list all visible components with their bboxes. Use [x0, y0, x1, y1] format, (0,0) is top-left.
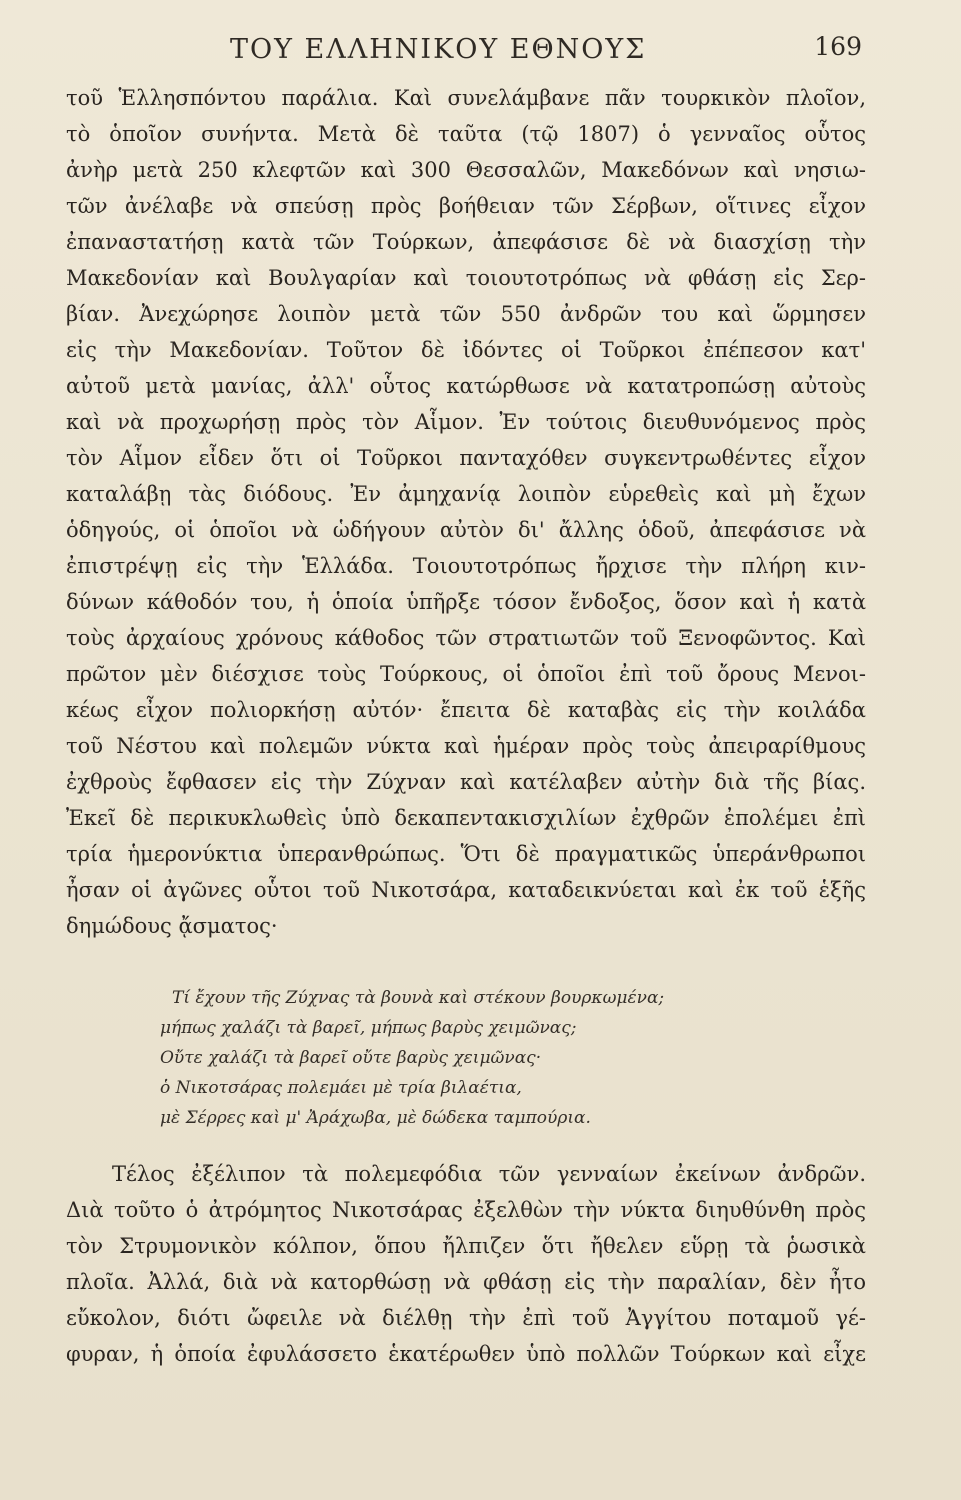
text-line: ἦσαν οἱ ἀγῶνες οὗτοι τοῦ Νικοτσάρα, καταδεικνύεται καὶ ἐκ τοῦ ἑξῆς — [66, 878, 866, 902]
text-line: τοῦ Νέστου καὶ πολεμῶν νύκτα καὶ ἡμέραν πρὸς τοὺς ἀπειραρίθμους — [66, 734, 866, 758]
text-line: πλοῖα. Ἀλλά, διὰ νὰ κατορθώσῃ νὰ φθάσῃ εἰς τὴν παραλίαν, δὲν ἦτο — [66, 1270, 866, 1294]
text-line: καὶ νὰ προχωρήσῃ πρὸς τὸν Αἷμον. Ἐν τούτοις διευθυνόμενος πρὸς — [66, 410, 866, 434]
text-line: τὸ ὁποῖον συνήντα. Μετὰ δὲ ταῦτα (τῷ 1807) ὁ γενναῖος οὗτος — [66, 122, 866, 146]
text-line: ὁδηγούς, οἱ ὁποῖοι νὰ ὡδήγουν αὐτὸν δι' ἄλλης ὁδοῦ, ἀπεφάσισε νὰ — [66, 518, 866, 542]
verse-line: Τί ἔχουν τῆς Ζύχνας τὰ βουνὰ καὶ στέκουν βουρκωμένα; — [172, 988, 665, 1008]
text-line: ἐπιστρέψῃ εἰς τὴν Ἑλλάδα. Τοιουτοτρόπως ἤρχισε τὴν πλήρη κιν- — [66, 554, 866, 578]
text-line: Διὰ τοῦτο ὁ ἀτρόμητος Νικοτσάρας ἐξελθὼν τὴν νύκτα διηυθύνθη πρὸς — [66, 1198, 866, 1222]
text-line: Μακεδονίαν καὶ Βουλγαρίαν καὶ τοιουτοτρόπως νὰ φθάσῃ εἰς Σερ- — [66, 266, 866, 290]
text-line: δημώδους ᾄσματος· — [66, 914, 278, 938]
text-line: βίαν. Ἀνεχώρησε λοιπὸν μετὰ τῶν 550 ἀνδρῶν του καὶ ὥρμησεν — [66, 302, 866, 326]
text-line: τὸν Αἷμον εἶδεν ὅτι οἱ Τοῦρκοι πανταχόθεν συγκεντρωθέντες εἶχον — [66, 446, 866, 470]
verse-line: μήπως χαλάζι τὰ βαρεῖ, μήπως βαρὺς χειμῶνας; — [160, 1018, 577, 1038]
text-line: Τέλος ἐξέλιπον τὰ πολεμεφόδια τῶν γενναίων ἐκείνων ἀνδρῶν. — [112, 1162, 866, 1186]
text-line: κέως εἶχον πολιορκήσῃ αὐτόν· ἔπειτα δὲ καταβὰς εἰς τὴν κοιλάδα — [66, 698, 866, 722]
text-line: εὔκολον, διότι ὤφειλε νὰ διέλθῃ τὴν ἐπὶ τοῦ Ἀγγίτου ποταμοῦ γέ- — [66, 1306, 866, 1330]
text-line: τοὺς ἀρχαίους χρόνους κάθοδος τῶν στρατιωτῶν τοῦ Ξενοφῶντος. Καὶ — [66, 626, 866, 650]
text-line: καταλάβῃ τὰς διόδους. Ἐν ἀμηχανίᾳ λοιπὸν εὑρεθεὶς καὶ μὴ ἔχων — [66, 482, 866, 506]
text-line: ἐχθροὺς ἔφθασεν εἰς τὴν Ζύχναν καὶ κατέλαβεν αὐτὴν διὰ τῆς βίας. — [66, 770, 866, 794]
verse-line: μὲ Σέρρες καὶ μ' Ἀράχωβα, μὲ δώδεκα ταμπούρια. — [160, 1108, 591, 1128]
text-line: τὸν Στρυμονικὸν κόλπον, ὅπου ἤλπιζεν ὅτι ἤθελεν εὕρῃ τὰ ῥωσικὰ — [66, 1234, 866, 1258]
text-line: τοῦ Ἑλλησπόντου παράλια. Καὶ συνελάμβανε πᾶν τουρκικὸν πλοῖον, — [66, 86, 866, 110]
verse-line: Οὔτε χαλάζι τὰ βαρεῖ οὔτε βαρὺς χειμῶνας· — [160, 1048, 542, 1068]
text-line: ἐπαναστατήσῃ κατὰ τῶν Τούρκων, ἀπεφάσισε δὲ νὰ διασχίσῃ τὴν — [66, 230, 866, 254]
text-line: εἰς τὴν Μακεδονίαν. Τοῦτον δὲ ἰδόντες οἱ Τοῦρκοι ἐπέπεσον κατ' — [66, 338, 866, 362]
text-line: αὐτοῦ μετὰ μανίας, ἀλλ' οὗτος κατώρθωσε νὰ κατατροπώσῃ αὐτοὺς — [66, 374, 866, 398]
text-line: δύνων κάθοδόν του, ἡ ὁποία ὑπῆρξε τόσον ἔνδοξος, ὅσον καὶ ἡ κατὰ — [66, 590, 866, 614]
text-line: πρῶτον μὲν διέσχισε τοὺς Τούρκους, οἱ ὁποῖοι ἐπὶ τοῦ ὄρους Μενοι- — [66, 662, 866, 686]
running-head — [0, 30, 961, 74]
text-line: φυραν, ἡ ὁποία ἐφυλάσσετο ἑκατέρωθεν ὑπὸ πολλῶν Τούρκων καὶ εἶχε — [66, 1342, 866, 1366]
running-title: ΤΟΥ ΕΛΛΗΝΙΚΟΥ ΕΘΝΟΥΣ — [230, 34, 647, 65]
verse-line: ὁ Νικοτσάρας πολεμάει μὲ τρία βιλαέτια, — [160, 1078, 522, 1098]
page-number: 169 — [814, 32, 862, 61]
text-line: τῶν ἀνέλαβε νὰ σπεύσῃ πρὸς βοήθειαν τῶν Σέρβων, οἵτινες εἶχον — [66, 194, 866, 218]
text-line: Ἐκεῖ δὲ περικυκλωθεὶς ὑπὸ δεκαπεντακισχιλίων ἐχθρῶν ἐπολέμει ἐπὶ — [66, 806, 866, 830]
text-line: ἀνὴρ μετὰ 250 κλεφτῶν καὶ 300 Θεσσαλῶν, Μακεδόνων καὶ νησιω- — [66, 158, 866, 182]
text-line: τρία ἡμερονύκτια ὑπερανθρώπως. Ὅτι δὲ πραγματικῶς ὑπεράνθρωποι — [66, 842, 866, 866]
